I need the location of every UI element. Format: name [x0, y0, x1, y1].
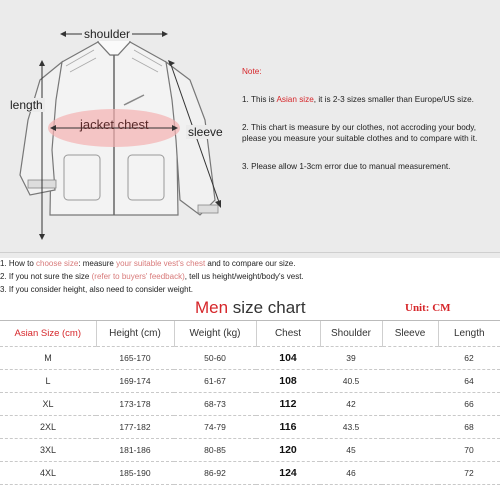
header-length: Length — [438, 321, 500, 347]
cell-length: 64 — [438, 370, 500, 393]
size-chart-table — [0, 320, 500, 485]
note-item-1-prefix: 1. This is — [242, 95, 277, 104]
cell-shoulder: 39 — [320, 347, 382, 370]
cell-size: 3XL — [0, 439, 96, 462]
cell-length: 72 — [438, 462, 500, 485]
note-item-1-highlight: Asian size — [276, 95, 314, 104]
cell-length: 66 — [438, 393, 500, 416]
cell-sleeve — [382, 370, 438, 393]
cell-chest: 104 — [256, 347, 320, 370]
cell-weight: 80-85 — [174, 439, 256, 462]
howto-line-2-suffix: , tell us height/weight/body's vest. — [184, 272, 304, 281]
note-item-2: 2. This chart is measure by our clothes, not accroding your body, please you measure your suitable clothes and to compare with it. — [242, 123, 478, 143]
cell-length: 70 — [438, 439, 500, 462]
cell-weight: 50-60 — [174, 347, 256, 370]
cell-shoulder: 43.5 — [320, 416, 382, 439]
howto-line-1-mid: : measure — [78, 259, 117, 268]
cell-chest: 112 — [256, 393, 320, 416]
cell-chest: 116 — [256, 416, 320, 439]
howto-line-2-highlight: (refer to buyers' feedback) — [91, 272, 185, 281]
cell-length: 68 — [438, 416, 500, 439]
cell-size: M — [0, 347, 96, 370]
jacket-chest-label: jacket chest — [80, 117, 149, 132]
shoulder-label: shoulder — [84, 27, 131, 41]
table-row — [0, 393, 500, 416]
cell-weight: 61-67 — [174, 370, 256, 393]
note-item-1-suffix: , it is 2-3 sizes smaller than Europe/US size. — [313, 95, 474, 104]
notes-section — [242, 66, 498, 189]
howto-line-2 — [0, 270, 500, 283]
cell-size: 2XL — [0, 416, 96, 439]
cell-weight: 86-92 — [174, 462, 256, 485]
cell-chest: 120 — [256, 439, 320, 462]
cell-weight: 68-73 — [174, 393, 256, 416]
cell-chest: 108 — [256, 370, 320, 393]
size-chart-title-men: Men — [195, 298, 229, 317]
header-weight: Weight (kg) — [174, 321, 256, 347]
cell-shoulder: 45 — [320, 439, 382, 462]
cell-height: 185-190 — [96, 462, 174, 485]
table-row — [0, 370, 500, 393]
cell-height: 173-178 — [96, 393, 174, 416]
unit-label: Unit: CM — [405, 302, 451, 314]
cell-height: 177-182 — [96, 416, 174, 439]
cell-sleeve — [382, 416, 438, 439]
table-row — [0, 347, 500, 370]
cell-sleeve — [382, 462, 438, 485]
cell-sleeve — [382, 439, 438, 462]
howto-line-1-highlight: your suitable vest's chest — [116, 259, 206, 268]
header-chest: Chest — [256, 321, 320, 347]
howto-line-1-suffix: and to compare our size. — [205, 259, 296, 268]
howto-line-2-prefix: 2. If you not sure the size — [0, 272, 92, 281]
cell-height: 169-174 — [96, 370, 174, 393]
howto-line-3: 3. If you consider height, also need to consider weight. — [0, 285, 194, 294]
cell-shoulder: 42 — [320, 393, 382, 416]
cell-size: L — [0, 370, 96, 393]
cell-size: XL — [0, 393, 96, 416]
cell-weight: 74-79 — [174, 416, 256, 439]
cell-size: 4XL — [0, 462, 96, 485]
header-shoulder: Shoulder — [320, 321, 382, 347]
howto-line-1 — [0, 257, 500, 270]
howto-line-1-prefix: 1. How to — [0, 259, 37, 268]
cell-sleeve — [382, 347, 438, 370]
notes-title: Note: — [242, 67, 262, 76]
cell-length: 62 — [438, 347, 500, 370]
cell-chest: 124 — [256, 462, 320, 485]
note-item-1 — [242, 94, 498, 105]
header-asian-size: Asian Size (cm) — [0, 321, 96, 347]
table-header-row — [0, 321, 500, 347]
table-row — [0, 439, 500, 462]
table-body — [0, 347, 500, 485]
size-chart-title-rest: size chart — [228, 298, 306, 317]
section-divider — [0, 252, 500, 253]
header-sleeve: Sleeve — [382, 321, 438, 347]
cell-sleeve — [382, 393, 438, 416]
how-to-instructions — [0, 257, 500, 296]
cell-shoulder: 40.5 — [320, 370, 382, 393]
header-height: Height (cm) — [96, 321, 174, 347]
size-chart-title — [195, 298, 306, 318]
table-row — [0, 416, 500, 439]
cell-height: 165-170 — [96, 347, 174, 370]
cell-shoulder: 46 — [320, 462, 382, 485]
howto-line-1-choose: choose size — [36, 259, 79, 268]
sleeve-label: sleeve — [188, 125, 223, 139]
cell-height: 181-186 — [96, 439, 174, 462]
table-row — [0, 462, 500, 485]
length-label: length — [10, 98, 43, 112]
note-item-3: 3. Please allow 1-3cm error due to manual measurement. — [242, 162, 451, 171]
